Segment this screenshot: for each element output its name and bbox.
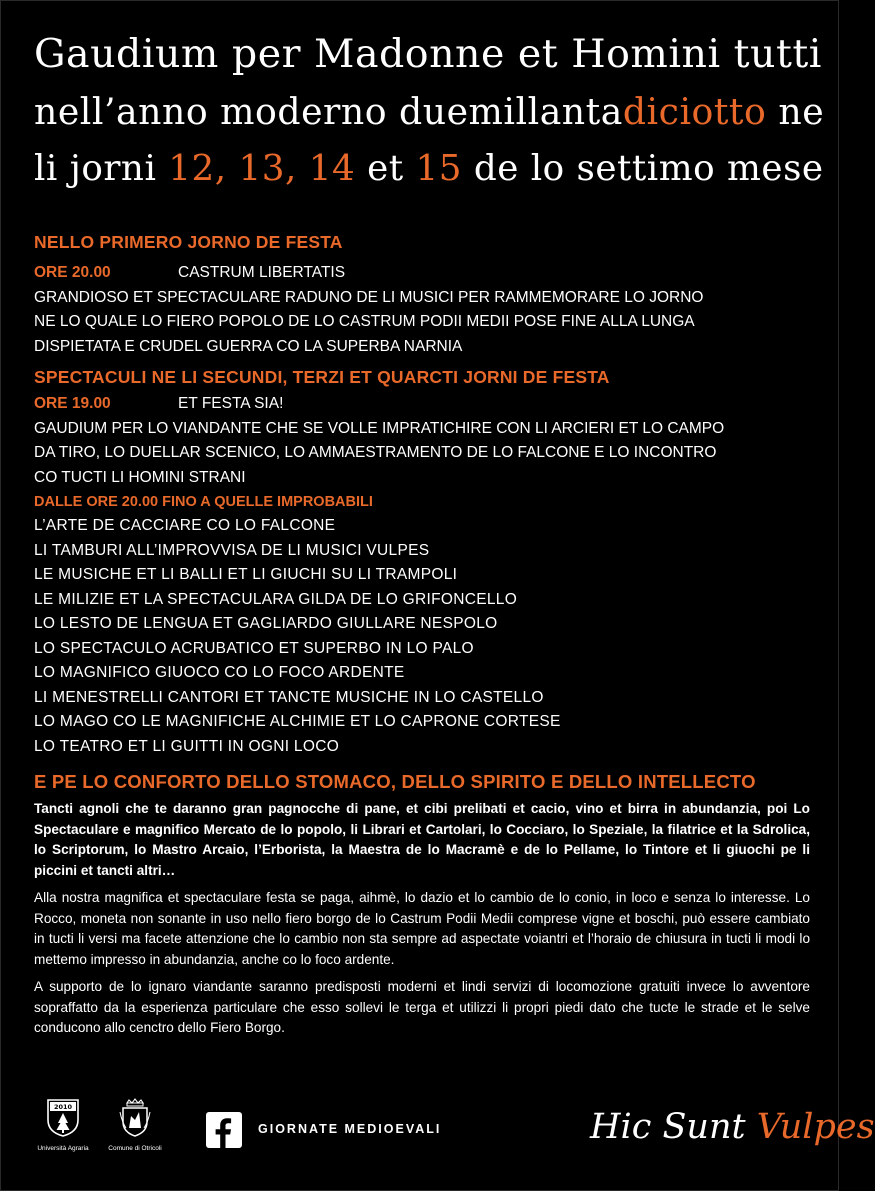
section-2-title: SPECTACULI NE LI SECUNDI, TERZI ET QUARCTI JORNI DE FESTA	[34, 367, 610, 387]
facebook-icon[interactable]	[206, 1112, 242, 1148]
section-2-time: ORE 19.00	[34, 395, 111, 412]
section-2-line: DA TIRO, LO DUELLAR SCENICO, LO AMMAESTRAMENTO DE LO FALCONE E LO INCONTRO	[34, 444, 717, 461]
brand-part-1: Hic Sunt	[590, 1107, 757, 1147]
headline-text-2: nell’anno moderno duemillanta	[34, 90, 623, 133]
list-item: LO MAGO CO LE MAGNIFICHE ALCHIMIE ET LO CAPRONE CORTESE	[34, 713, 561, 730]
section-1-title: NELLO PRIMERO JORNO DE FESTA	[34, 232, 343, 252]
list-item: LO TEATRO ET LI GUITTI IN OGNI LOCO	[34, 737, 340, 755]
brand-part-2: Vulpes	[756, 1107, 875, 1147]
list-item: LO LESTO DE LENGUA ET GAGLIARDO GIULLARE NESPOLO	[34, 615, 498, 632]
section-1-schedule-row	[34, 261, 810, 286]
headline-text-3c: de lo settimo mese	[461, 148, 824, 189]
facebook-glyph	[206, 1112, 242, 1148]
section-1-event: CASTRUM LIBERTATIS	[178, 264, 346, 281]
shield-icon	[46, 1098, 80, 1138]
section-1-line: GRANDIOSO ET SPECTACULARE RADUNO DE LI MUSICI PER RAMMEMORARE LO JORNO	[34, 288, 704, 306]
headline-line-2	[34, 83, 824, 140]
headline-line-3	[34, 140, 824, 197]
section-2-line: CO TUCTI LI HOMINI STRANI	[34, 468, 246, 486]
logo-2-caption: Comune di Otricoli	[108, 1145, 162, 1152]
section-2-line: GAUDIUM PER LO VIANDANTE CHE SE VOLLE IMPRATICHIRE CON LI ARCIERI ET LO CAMPO	[34, 419, 725, 437]
hic-sunt-vulpes-logo	[590, 1102, 875, 1152]
headline-text-2b: ne	[766, 90, 825, 133]
comune-otricoli-logo	[104, 1098, 166, 1152]
social-page-name[interactable]: GIORNATE MEDIOEVALI	[258, 1122, 442, 1136]
section-2-schedule-row	[34, 392, 810, 417]
crest-icon	[118, 1098, 152, 1138]
list-item: LI TAMBURI ALL’IMPROVVISA DE LI MUSICI VULPES	[34, 541, 430, 559]
headline-line-1	[34, 26, 824, 83]
program-content	[34, 232, 810, 1046]
events-list	[34, 514, 810, 759]
headline-text-3b: et	[355, 148, 416, 189]
section-1-line: NE LO QUALE LO FIERO POPOLO DE LO CASTRUM PODII MEDII POSE FINE ALLA LUNGA	[34, 313, 695, 330]
paragraph-currency: Alla nostra magnifica et spectaculare festa se paga, aihmè, lo dazio et lo cambio de lo conio, in loco e senza lo interesse. Lo Rocco, moneta non sonante in uso nello fiero borgo de lo Castrum Podii Medii comprese vigne et boschi, può essere cambiato in tucti li versi ma facete attenzione che lo cambio non sta sempre ad aspectate voiantri et l’horaio de chiusura in tucti li modi lo mettemo impresso in abundanzia, anche co lo foco ardente.	[34, 890, 810, 967]
list-item: LI MENESTRELLI CANTORI ET TANCTE MUSICHE IN LO CASTELLO	[34, 688, 544, 706]
list-item: LO SPECTACULO ACRUBATICO ET SUPERBO IN LO PALO	[34, 639, 474, 657]
headline-text-1: Gaudium per Madonne et Homini tutti	[34, 31, 822, 77]
section-2-event: ET FESTA SIA!	[178, 395, 284, 412]
universita-agraria-logo	[34, 1098, 92, 1152]
list-item: LE MILIZIE ET LA SPECTACULARA GILDA DE LO GRIFONCELLO	[34, 590, 518, 608]
headline-text-3a: li jorni	[34, 148, 169, 189]
section-3-title: E PE LO CONFORTO DELLO STOMACO, DELLO SPIRITO E DELLO INTELLECTO	[34, 771, 756, 792]
logo-1-caption: Università Agraria	[37, 1145, 89, 1152]
section-2-subtitle: DALLE ORE 20.00 FINO A QUELLE IMPROBABILI	[34, 494, 373, 510]
list-item: LO MAGNIFICO GIUOCO CO LO FOCO ARDENTE	[34, 664, 405, 681]
logo-year: 2010	[53, 1103, 73, 1111]
section-1-line: DISPIETATA E CRUDEL GUERRA CO LA SUPERBA NARNIA	[34, 337, 463, 355]
paragraph-transport: A supporto de lo ignaro viandante saranno predisposti moderni et lindi servizi di locomozione gratuiti invece lo avventore sopraffatto da la esperienza particulare che esso sollevi le terga et utilizzi li propri piedi dato che tucte le strade et le selve conducono allo cenctro dello Fiero Borgo.	[34, 979, 810, 1035]
section-1-time: ORE 20.00	[34, 264, 111, 281]
headline	[34, 26, 824, 197]
list-item: LE MUSICHE ET LI BALLI ET LI GIUCHI SU LI TRAMPOLI	[34, 566, 458, 583]
list-item: L’ARTE DE CACCIARE CO LO FALCONE	[34, 517, 336, 534]
headline-dates: 12, 13, 14	[168, 148, 356, 189]
paragraph-food: Tancti agnoli che te daranno gran pagnocche di pane, et cibi prelibati et cacio, vino et birra in abundanzia, poi Lo Spectaculare e magnifico Mercato de lo popolo, li Librari et Cartolari, lo Cocciaro, lo Speziale, la filatrice et la Sdrolica, lo Scriptorum, lo Mastro Arcaio, l’Erborista, la Maestra de lo Macramè e de lo Pellame, lo Tintore et li giuochi pe li piccini et tancti altri…	[34, 801, 810, 878]
headline-last-date: 15	[415, 148, 462, 189]
headline-year-highlight: diciotto	[622, 90, 767, 133]
footer	[34, 1098, 875, 1162]
